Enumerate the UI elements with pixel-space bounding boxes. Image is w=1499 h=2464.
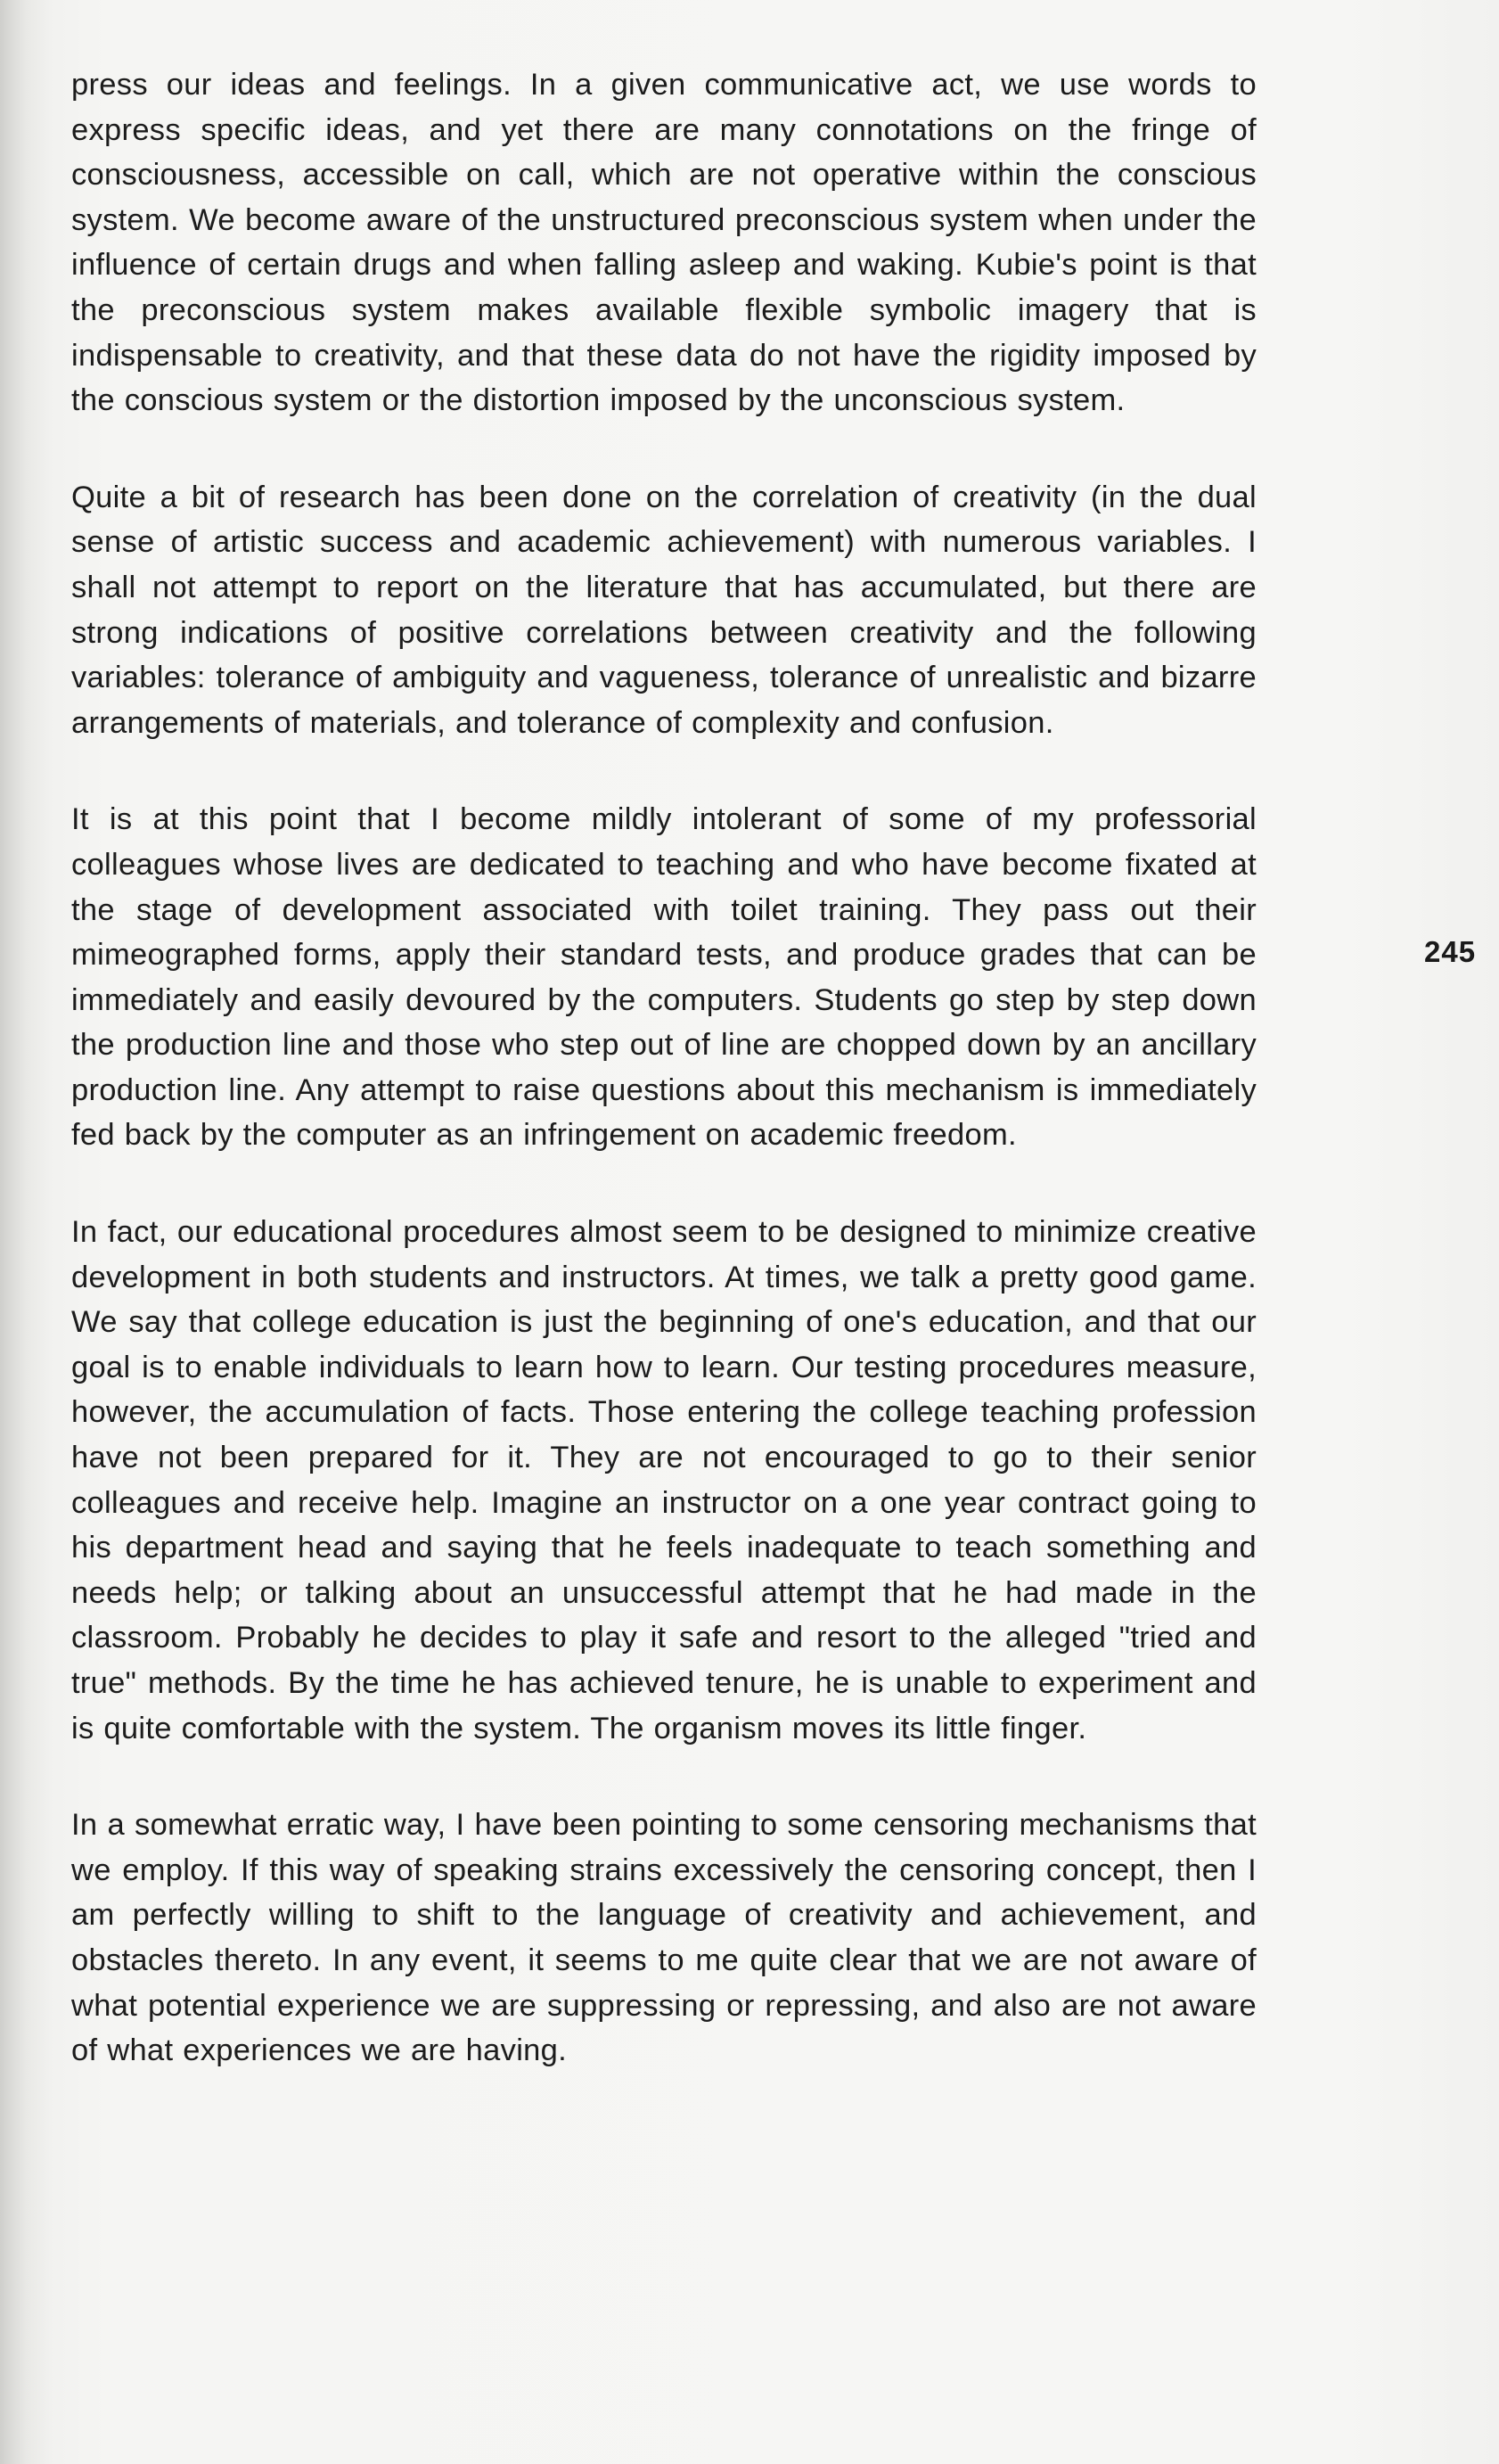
- body-text: [71, 62, 1257, 2074]
- paragraph-professorial-colleagues: It is at this point that I become mildly intolerant of some of my professorial colleagues whose lives are dedicated to teaching and who have become fixated at the stage of development associated with toilet training. They pass out their mimeographed forms, apply their standard tests, and produce grades that can be immediately and easily devoured by the computers. Students go step by step down the production line and those who step out of line are chopped down by an ancillary production line. Any attempt to raise questions about this mechanism is immediately fed back by the computer as an infringement on academic freedom.: [71, 802, 1257, 1153]
- page-number: 245: [1424, 935, 1477, 968]
- paragraph-creativity-research: Quite a bit of research has been done on the correlation of creativity (in the dual sense of artistic success and academic achievement) with numerous variables. I shall not attempt to report on the literature that has accumulated, but there are strong indications of positive correlations between creativity and the following variables: tolerance of ambiguity and vagueness, tolerance of unrealistic and bizarre arrangements of materials, and tolerance of complexity and confusion.: [71, 480, 1257, 740]
- paragraph-preconscious: press our ideas and feelings. In a given communicative act, we use words to express specific ideas, and yet there are many connotations on the fringe of consciousness, accessible on call, which are not operative within the conscious system. We become aware of the unstructured preconscious system when under the influence of certain drugs and when falling asleep and waking. Kubie's point is that the preconscious system makes available flexible symbolic imagery that is indispensable to creativity, and that these data do not have the rigidity imposed by the conscious system or the distortion imposed by the unconscious system.: [71, 68, 1257, 418]
- paragraph-educational-procedures: In fact, our educational procedures almost seem to be designed to minimize creative development in both students and instructors. At times, we talk a pretty good game. We say that college education is just the beginning of one's education, and that our goal is to enable individuals to learn how to learn. Our testing procedures measure, however, the accumulation of facts. Those entering the college teaching profession have not been prepared for it. They are not encouraged to go to their senior colleagues and receive help. Imagine an instructor on a one year contract going to his department head and saying that he feels inadequate to teach something and needs help; or talking about an unsuccessful attempt that he had made in the classroom. Probably he decides to play it safe and resort to the alleged "tried and true" methods. By the time he has achieved tenure, he is unable to experiment and is quite comfortable with the system. The organism moves its little finger.: [71, 1215, 1257, 1745]
- paragraph-censoring-mechanisms: In a somewhat erratic way, I have been pointing to some censoring mechanisms that we employ. If this way of speaking strains excessively the censoring concept, then I am perfectly willing to shift to the language of creativity and achievement, and obstacles thereto. In any event, it seems to me quite clear that we are not aware of what potential experience we are suppressing or repressing, and also are not aware of what experiences we are having.: [71, 1808, 1257, 2068]
